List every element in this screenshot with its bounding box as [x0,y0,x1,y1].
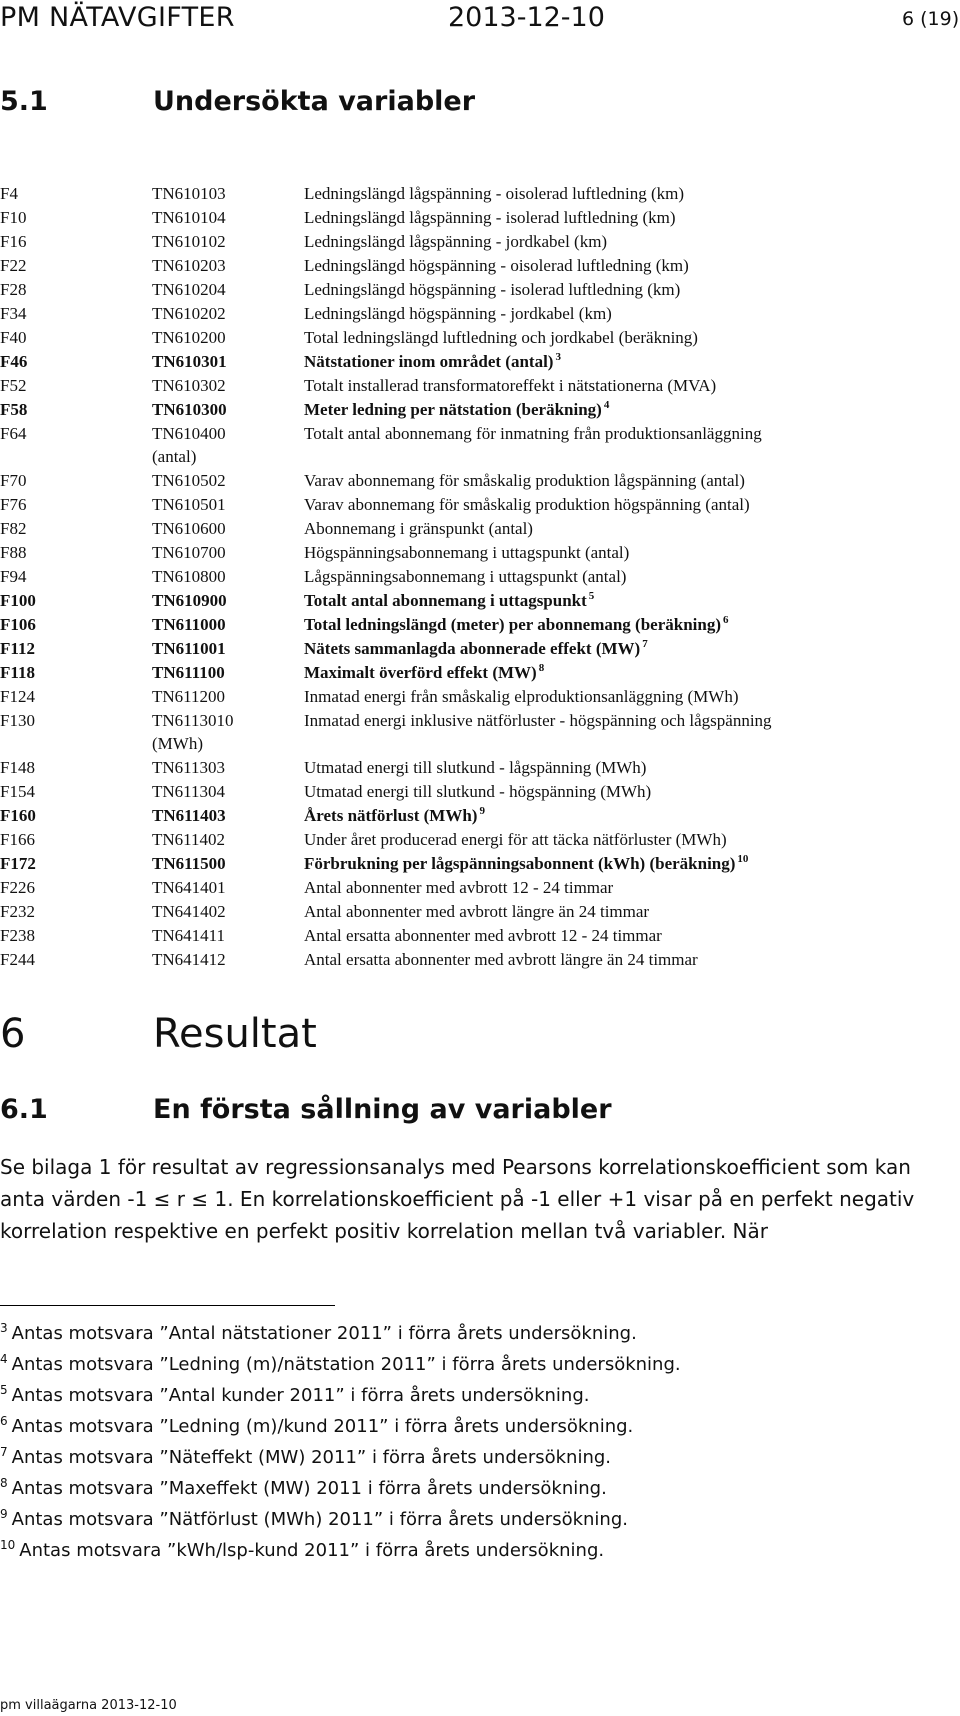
variable-code: TN610103 [152,184,226,203]
variable-code: TN610600 [152,519,226,538]
footnote-number: 8 [0,1476,8,1490]
variable-description [304,302,612,326]
variable-id: F244 [0,950,35,969]
footnote-text: Antas motsvara ”Ledning (m)/nätstation 2011” i förra årets undersökning. [11,1354,681,1375]
table-row [0,350,960,374]
table-row [0,374,960,398]
description-text: Lågspänningsabonnemang i uttagspunkt (antal) [304,567,627,586]
table-row [0,469,960,493]
footnote-reference: 7 [642,638,648,651]
footnote-reference: 4 [603,399,610,412]
variable-id: F58 [0,400,28,419]
variable-description [304,374,716,398]
description-text: Total ledningslängd luftledning och jordkabel (beräkning) [304,328,698,347]
description-text: Ledningslängd högspänning - jordkabel (km) [304,304,612,323]
variable-description [304,517,533,541]
footnote-reference: 6 [723,614,729,627]
footnote-number: 6 [0,1414,8,1428]
variable-code: TN610302 [152,376,226,395]
variable-description [304,852,748,876]
footnote [0,1411,940,1442]
variable-description [304,756,646,780]
footnote [0,1473,940,1504]
footnote-text: Antas motsvara ”Näteffekt (MW) 2011” i förra årets undersökning. [11,1447,612,1468]
footnote-number: 4 [0,1352,8,1366]
variable-description [304,230,607,254]
variable-description [304,350,561,374]
table-row [0,613,960,637]
variable-code: TN611303 [152,758,226,777]
description-text: Ledningslängd lågspänning - jordkabel (km) [304,232,608,251]
table-row [0,254,960,278]
variable-description [304,685,739,709]
section-title: En första sållning av variabler [153,1094,612,1125]
table-row [0,589,960,613]
document-date: 2013-12-10 [448,2,605,33]
description-text: Årets nätförlust (MWh) [304,806,478,825]
variable-code: TN611403 [152,806,226,825]
variable-description [304,804,485,828]
variable-code: TN610300 [152,400,227,419]
description-text: Ledningslängd högspänning - isolerad luftledning (km) [304,280,681,299]
footnote-reference: 5 [588,590,595,603]
description-text: Varav abonnemang för småskalig produktion lågspänning (antal) [304,471,745,490]
variable-id: F88 [0,543,27,562]
variable-code: TN6113010 [152,711,234,730]
variable-description [304,780,651,804]
section-number: 6.1 [0,1094,48,1125]
table-row [0,780,960,804]
description-text: Utmatad energi till slutkund - högspänning (MWh) [304,782,652,801]
footnote-reference: 9 [479,805,485,818]
table-row [0,493,960,517]
description-text: Antal ersatta abonnenter med avbrott längre än 24 timmar [304,950,698,969]
footnote-text: Antas motsvara ”Maxeffekt (MW) 2011 i förra årets undersökning. [11,1478,607,1499]
variable-id: F154 [0,782,35,801]
footnote-number: 3 [0,1321,8,1335]
variable-code: TN610202 [152,304,226,323]
variable-id: F64 [0,424,27,443]
variable-description [304,541,629,565]
variable-code: TN610400 [152,424,226,443]
table-row [0,637,960,661]
description-text: Abonnemang i gränspunkt (antal) [304,519,533,538]
variable-description [304,565,626,589]
description-text: Total ledningslängd (meter) per abonnemang (beräkning) [304,615,722,634]
description-text: Maximalt överförd effekt (MW) [304,663,537,682]
variable-code: TN610700 [152,543,226,562]
variable-id: F118 [0,663,35,682]
description-text: Totalt installerad transformatoreffekt i nätstationerna (MVA) [304,376,717,395]
variable-description [304,398,609,422]
variable-code: TN610502 [152,471,226,490]
variable-description [304,493,750,517]
variable-id: F100 [0,591,36,610]
table-row [0,565,960,589]
variable-description [304,278,680,302]
variable-code: TN611500 [152,854,226,873]
description-text: Nätstationer inom området (antal) [304,352,554,371]
variable-description [304,948,698,972]
variable-id: F46 [0,352,28,371]
table-row [0,302,960,326]
description-text: Inmatad energi från småskalig elproduktionsanläggning (MWh) [304,687,739,706]
variables-table [0,182,960,972]
variable-description [304,876,613,900]
variable-description [304,182,684,206]
footnote-number: 5 [0,1383,8,1397]
table-row [0,398,960,422]
footnote-number: 10 [0,1538,16,1552]
variable-id: F40 [0,328,27,347]
description-text: Utmatad energi till slutkund - lågspänning (MWh) [304,758,647,777]
section-title: Undersökta variabler [153,86,476,117]
variable-id: F106 [0,615,36,634]
description-text: Totalt antal abonnemang för inmatning från produktionsanläggning [304,424,762,443]
table-row [0,230,960,254]
table-row [0,900,960,924]
variable-id: F112 [0,639,35,658]
section-number: 5.1 [0,86,48,117]
variable-id: F22 [0,256,27,275]
variable-code: TN610200 [152,328,226,347]
variable-code: TN610301 [152,352,227,371]
variable-description [304,589,594,613]
footnote [0,1380,940,1411]
table-row [0,541,960,565]
variable-id: F232 [0,902,35,921]
page-footer: pm villaägarna 2013-12-10 [0,1698,177,1713]
footnote [0,1349,940,1380]
body-paragraph: Se bilaga 1 för resultat av regressionsanalys med Pearsons korrelationskoefficient som kan anta värden -1 ≤ r ≤ 1. En korrelationskoefficient på -1 eller +1 visar på en perfekt negativ korrelation respektive en perfekt positiv korrelation mellan två variabler. När [0,1155,915,1243]
variable-id: F238 [0,926,35,945]
chapter-title: Resultat [153,1011,317,1057]
description-text: Totalt antal abonnemang i uttagspunkt [304,591,587,610]
variable-code: TN611100 [152,663,225,682]
variable-code: TN610104 [152,208,226,227]
page-header [0,0,960,40]
footnote [0,1442,940,1473]
description-continuation: (MWh) [152,734,203,753]
table-row [0,828,960,852]
variable-description [304,469,745,493]
variable-description [304,206,676,230]
description-text: Varav abonnemang för småskalig produktion högspänning (antal) [304,495,750,514]
variable-id: F94 [0,567,27,586]
table-row [0,278,960,302]
description-text: Antal ersatta abonnenter med avbrott 12 - 24 timmar [304,926,662,945]
description-text: Antal abonnenter med avbrott 12 - 24 timmar [304,878,614,897]
table-row [0,876,960,900]
variable-id: F4 [0,184,18,203]
variable-id: F124 [0,687,35,706]
table-row [0,517,960,541]
table-row [0,924,960,948]
variable-description [304,709,772,733]
document-title: PM NÄTAVGIFTER [0,2,235,33]
description-continuation: (antal) [152,447,197,466]
variable-id: F226 [0,878,35,897]
variable-code: TN641412 [152,950,226,969]
variable-id: F16 [0,232,27,251]
variable-code: TN610800 [152,567,226,586]
variable-code: TN610204 [152,280,226,299]
variable-id: F52 [0,376,27,395]
footnotes [0,1318,940,1566]
variable-code: TN611304 [152,782,226,801]
variable-id: F34 [0,304,27,323]
table-row [0,852,960,876]
description-text: Ledningslängd lågspänning - oisolerad luftledning (km) [304,184,685,203]
footnote-text: Antas motsvara ”Ledning (m)/kund 2011” i förra årets undersökning. [11,1416,634,1437]
footnote-text: Antas motsvara ”Antal kunder 2011” i förra årets undersökning. [11,1385,590,1406]
variable-id: F160 [0,806,36,825]
footnote-text: Antas motsvara ”Nätförlust (MWh) 2011” i förra årets undersökning. [11,1509,628,1530]
variable-description [304,613,729,637]
footnote [0,1504,940,1535]
variable-description [304,924,662,948]
footnote-number: 9 [0,1507,8,1521]
variable-description [304,326,698,350]
variable-id: F28 [0,280,27,299]
footnote [0,1535,940,1566]
description-text: Nätets sammanlagda abonnerade effekt (MW) [304,639,641,658]
table-row [0,948,960,972]
variable-description [304,422,762,446]
description-text: Ledningslängd lågspänning - isolerad luftledning (km) [304,208,676,227]
variable-description [304,637,648,661]
description-text: Förbrukning per lågspänningsabonnent (kWh) (beräkning) [304,854,736,873]
chapter-number: 6 [0,1011,26,1057]
footnote-separator [0,1305,335,1306]
variable-code: TN610501 [152,495,226,514]
variable-id: F148 [0,758,35,777]
table-row [0,756,960,780]
variable-code: TN641411 [152,926,226,945]
description-text: Meter ledning per nätstation (beräkning) [304,400,602,419]
description-text: Antal abonnenter med avbrott längre än 24 timmar [304,902,650,921]
variable-id: F166 [0,830,35,849]
variable-description [304,254,689,278]
description-text: Inmatad energi inklusive nätförluster - högspänning och lågspänning [304,711,772,730]
description-text: Ledningslängd högspänning - oisolerad luftledning (km) [304,256,689,275]
footnote-reference: 8 [538,662,545,675]
variable-id: F70 [0,471,27,490]
variable-id: F76 [0,495,27,514]
variable-code: TN610203 [152,256,226,275]
variable-description [304,828,727,852]
variable-code: TN611001 [152,639,226,658]
variable-code: TN610900 [152,591,227,610]
variable-code: TN641402 [152,902,226,921]
table-row [0,804,960,828]
description-text: Högspänningsabonnemang i uttagspunkt (antal) [304,543,630,562]
variable-code: TN611200 [152,687,226,706]
footnote-text: Antas motsvara ”Antal nätstationer 2011” i förra årets undersökning. [11,1323,637,1344]
footnote-number: 7 [0,1445,8,1459]
variable-description [304,900,649,924]
table-row [0,182,960,206]
variable-id: F130 [0,711,35,730]
table-row [0,709,960,756]
description-text: Under året producerad energi för att täcka nätförluster (MWh) [304,830,727,849]
variable-code: TN611402 [152,830,226,849]
table-row [0,422,960,469]
page-number: 6 (19) [902,8,960,30]
table-row [0,206,960,230]
variable-id: F172 [0,854,36,873]
variable-description [304,661,544,685]
variable-code: TN611000 [152,615,226,634]
table-row [0,661,960,685]
footnote-text: Antas motsvara ”kWh/lsp-kund 2011” i förra årets undersökning. [19,1540,605,1561]
variable-id: F10 [0,208,27,227]
variable-code: TN610102 [152,232,226,251]
footnote-reference: 10 [737,853,749,866]
variable-code: TN641401 [152,878,226,897]
table-row [0,685,960,709]
footnote [0,1318,940,1349]
footnote-reference: 3 [555,351,561,364]
variable-id: F82 [0,519,27,538]
table-row [0,326,960,350]
